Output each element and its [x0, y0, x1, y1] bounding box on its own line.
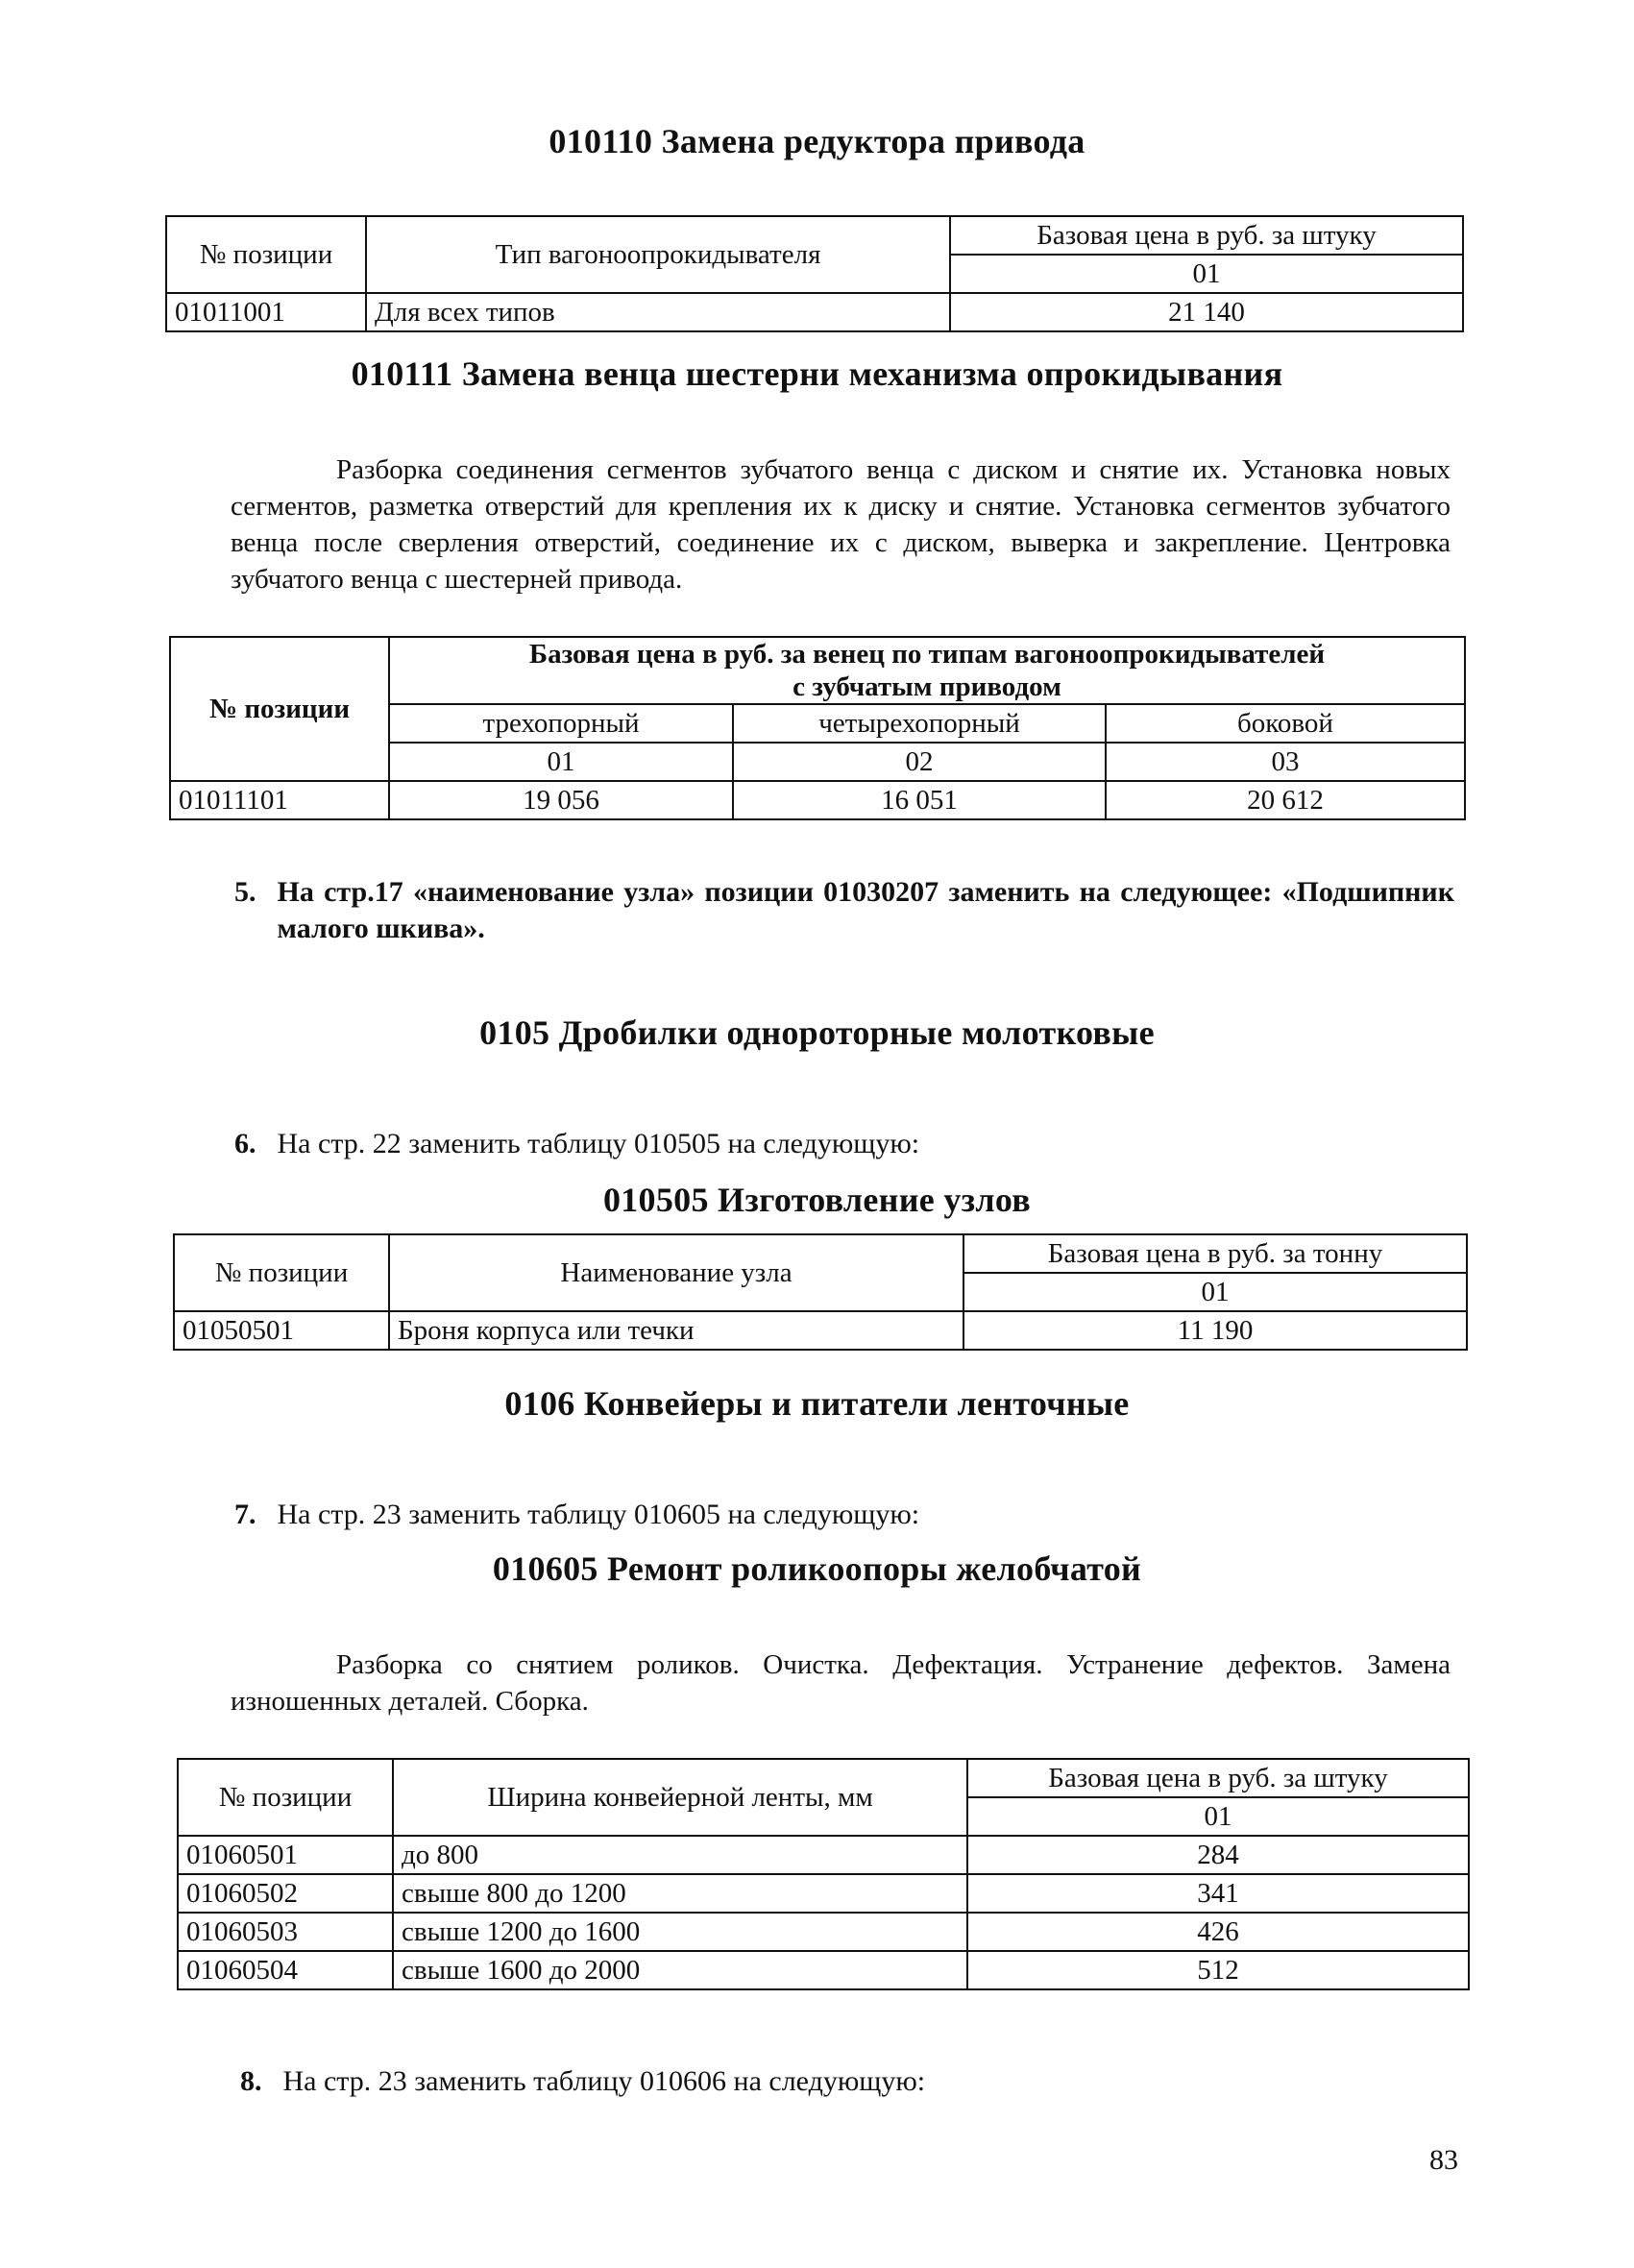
section-title-0106: 0106 Конвейеры и питатели ленточные — [504, 1384, 1130, 1423]
table-header-price-code: 01 — [950, 255, 1463, 293]
cell-position: 01060501 — [178, 1836, 393, 1874]
instruction-item-6 — [234, 1126, 1454, 1162]
table-010110 — [165, 215, 1464, 332]
instruction-number: 7. — [234, 1499, 256, 1530]
instruction-text: На стр.17 «наименование узла» позиции 01030207 заменить на следующее: «Подшипник малого шкива». — [277, 876, 1454, 944]
cell-position: 01011101 — [170, 781, 389, 819]
table-010111 — [169, 636, 1466, 820]
instruction-text: На стр. 23 заменить таблицу 010606 на следующую: — [282, 2065, 926, 2097]
table-row — [178, 1913, 1469, 1951]
cell-width: свыше 1200 до 1600 — [393, 1913, 967, 1951]
table-010505 — [173, 1233, 1468, 1351]
cell-price: 426 — [967, 1913, 1469, 1951]
table-row — [178, 1874, 1469, 1913]
table-row — [178, 1836, 1469, 1874]
table-subheader-code: 01 — [389, 743, 733, 781]
cell-price: 284 — [967, 1836, 1469, 1874]
instruction-number: 5. — [234, 876, 256, 908]
table-subheader: боковой — [1106, 704, 1465, 743]
cell-position: 01050501 — [174, 1311, 389, 1350]
section-title-010111: 010111 Замена венца шестерни механизма опрокидывания — [351, 354, 1283, 393]
table-subheader: трехопорный — [389, 704, 733, 743]
table-header-price — [389, 637, 1465, 704]
table-row — [178, 1951, 1469, 1989]
cell-position: 01011001 — [166, 293, 366, 331]
cell-position: 01060503 — [178, 1913, 393, 1951]
section-description-010605: Разборка со снятием роликов. Очистка. Дефектация. Устранение дефектов. Замена изношенных деталей. Сборка. — [231, 1649, 1451, 1717]
table-header-width: Ширина конвейерной ленты, мм — [393, 1759, 967, 1836]
section-title-0105: 0105 Дробилки однороторные молотковые — [479, 1013, 1155, 1052]
table-header-position: № позиции — [170, 637, 389, 781]
cell-price: 11 190 — [963, 1311, 1467, 1350]
instruction-item-7 — [234, 1497, 1454, 1533]
cell-price: 21 140 — [950, 293, 1463, 331]
cell-price: 341 — [967, 1874, 1469, 1913]
instruction-text: На стр. 23 заменить таблицу 010605 на следующую: — [277, 1499, 920, 1530]
table-header-position: № позиции — [166, 216, 366, 293]
cell-type: Для всех типов — [366, 293, 950, 331]
table-header-price: Базовая цена в руб. за штуку — [967, 1759, 1469, 1797]
table-header-price-line1: Базовая цена в руб. за венец по типам вагоноопрокидывателей — [528, 639, 1326, 670]
cell-position: 01060502 — [178, 1874, 393, 1913]
section-title-010505: 010505 Изготовление узлов — [602, 1181, 1032, 1219]
cell-price: 512 — [967, 1951, 1469, 1989]
table-header-price-code: 01 — [963, 1273, 1467, 1311]
cell-name: Броня корпуса или течки — [389, 1311, 963, 1350]
instruction-text: На стр. 22 заменить таблицу 010505 на следующую: — [277, 1128, 920, 1159]
table-header-position: № позиции — [174, 1234, 389, 1311]
section-title-010110: 010110 Замена редуктора привода — [549, 122, 1085, 160]
table-subheader-code: 02 — [733, 743, 1106, 781]
instruction-item-5 — [234, 874, 1454, 947]
cell-width: свыше 800 до 1200 — [393, 1874, 967, 1913]
table-header-price: Базовая цена в руб. за тонну — [963, 1234, 1467, 1273]
table-subheader-code: 03 — [1106, 743, 1465, 781]
table-header-name: Наименование узла — [389, 1234, 963, 1311]
instruction-number: 6. — [234, 1128, 256, 1159]
table-header-price-code: 01 — [967, 1797, 1469, 1836]
table-header-price: Базовая цена в руб. за штуку — [950, 216, 1463, 255]
table-header-position: № позиции — [178, 1759, 393, 1836]
table-row — [166, 293, 1463, 331]
table-row — [174, 1311, 1467, 1350]
section-description-010111: Разборка соединения сегментов зубчатого венца с диском и снятие их. Установка новых сегментов, разметка отверстий для крепления их к диску и снятие. Установка сегментов зубчатого венца после сверления отверстий, соединение их с диском, выверка и закрепление. Центровка зубчатого венца с шестерней привода. — [231, 454, 1451, 595]
cell-value: 16 051 — [733, 781, 1106, 819]
instruction-item-8 — [240, 2063, 1460, 2100]
instruction-number: 8. — [240, 2065, 262, 2097]
table-header-type: Тип вагоноопрокидывателя — [366, 216, 950, 293]
table-subheader: четырехопорный — [733, 704, 1106, 743]
cell-value: 19 056 — [389, 781, 733, 819]
cell-width: до 800 — [393, 1836, 967, 1874]
table-row — [170, 781, 1465, 819]
page-number: 83 — [1429, 2144, 1458, 2176]
section-title-010605: 010605 Ремонт роликоопоры желобчатой — [492, 1549, 1142, 1588]
cell-value: 20 612 — [1106, 781, 1465, 819]
table-header-price-line2: с зубчатым приводом — [793, 671, 1061, 702]
cell-position: 01060504 — [178, 1951, 393, 1989]
table-010605 — [177, 1758, 1470, 1990]
cell-width: свыше 1600 до 2000 — [393, 1951, 967, 1989]
